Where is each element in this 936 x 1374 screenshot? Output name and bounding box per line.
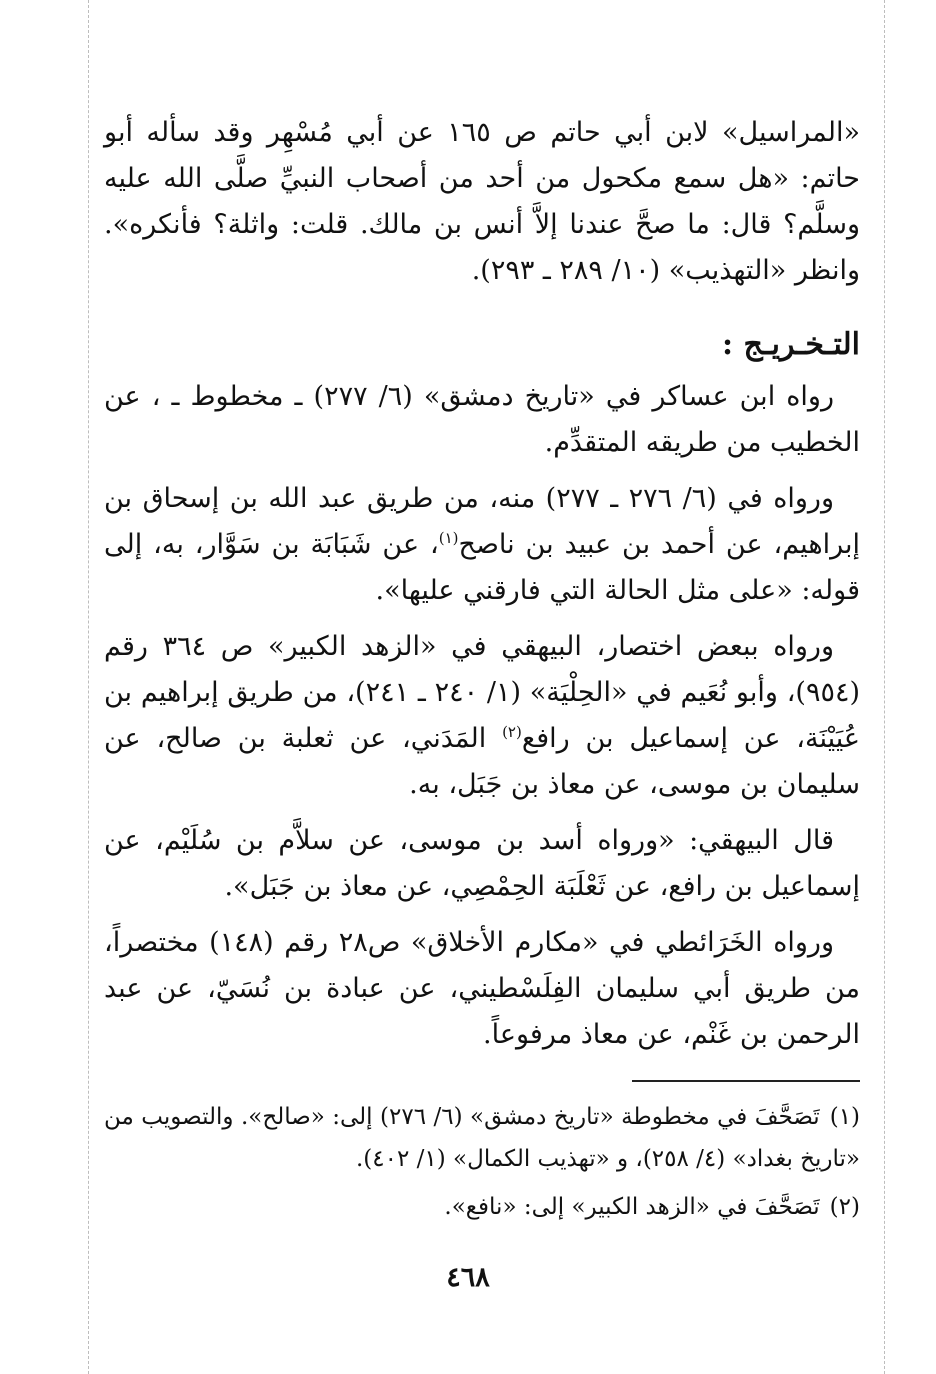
footnote-2-text: تَصَحَّفَ في «الزهد الكبير» إلى: «نافع». (444, 1194, 820, 1220)
footnote-2 (104, 1186, 860, 1228)
footnote-ref-2[interactable]: (٢) (502, 723, 522, 741)
paragraph-5: ورواه الخَرَائطي في «مكارم الأخلاق» ص٢٨ رقم (١٤٨) مختصراً، من طريق أبي سليمان الفِلَسْطيني، عن عبادة بن نُسَيّ، عن عبد الرحمن بن غَنْم، عن معاذ مرفوعاً. (104, 927, 860, 1050)
paragraph-2-after: ، عن شَبَابَة بن سَوَّار، به، إلى قوله: «على مثل الحالة التي فارقني عليها». (104, 529, 860, 606)
right-scan-edge (884, 0, 885, 1374)
footnote-1-text: تَصَحَّفَ في مخطوطة «تاريخ دمشق» (٦/ ٢٧٦) إلى: «صالح». والتصويب من «تاريخ بغداد» (٤/ ٢٥٨)، و «تهذيب الكمال» (١/ ٤٠٢). (104, 1104, 860, 1172)
footnote-1-number: (١) (829, 1104, 861, 1130)
paragraph-2-before: ورواه في (٦/ ٢٧٦ ـ ٢٧٧) منه، من طريق عبد الله بن إسحاق بن إبراهيم، عن أحمد بن عبيد بن ناصح (104, 483, 860, 560)
intro-paragraph: «المراسيل» لابن أبي حاتم ص ١٦٥ عن أبي مُسْهِر وقد سأله أبو حاتم: «هل سمع مكحول من أحد من أصحاب النبيِّ صلَّى الله عليه وسلَّم؟ قال: ما صحَّ عندنا إلاَّ أنس بن مالك. قلت: واثلة؟ فأنكره». وانظر «التهذيب» (١٠/ ٢٨٩ ـ ٢٩٣). (104, 117, 860, 286)
left-scan-edge (88, 0, 89, 1374)
paragraph-3-after: المَدَني، عن ثعلبة بن صالح، عن سليمان بن موسى، عن معاذ بن جَبَل، به. (104, 723, 860, 800)
paragraph-3 (104, 624, 860, 808)
footnote-ref-1[interactable]: (١) (438, 529, 459, 547)
footnote-1 (104, 1096, 860, 1180)
paragraph-1: رواه ابن عساكر في «تاريخ دمشق» (٦/ ٢٧٧) ـ مخطوط ـ ، عن الخطيب من طريقه المتقدِّم. (104, 381, 860, 458)
page-body (104, 110, 860, 1360)
section-title: التـخـريـج : (721, 327, 860, 362)
page-number: ٤٦٨ (446, 1262, 490, 1293)
paragraph-2 (104, 476, 860, 614)
footnote-separator (632, 1080, 860, 1082)
paragraph-3-before: ورواه ببعض اختصار، البيهقي في «الزهد الكبير» ص ٣٦٤ رقم (٩٥٤)، وأبو نُعَيم في «الحِلْيَة» (١/ ٢٤٠ ـ ٢٤١)، من طريق إبراهيم بن عُيَيْنَة، عن إسماعيل بن رافع (104, 631, 860, 754)
paragraph-4: قال البيهقي: «ورواه أسد بن موسى، عن سلاَّم بن سُلَيْم، عن إسماعيل بن رافع، عن ثَعْلَبَة الحِمْصِي، عن معاذ بن جَبَل». (104, 825, 860, 902)
footnote-2-number: (٢) (829, 1194, 860, 1220)
